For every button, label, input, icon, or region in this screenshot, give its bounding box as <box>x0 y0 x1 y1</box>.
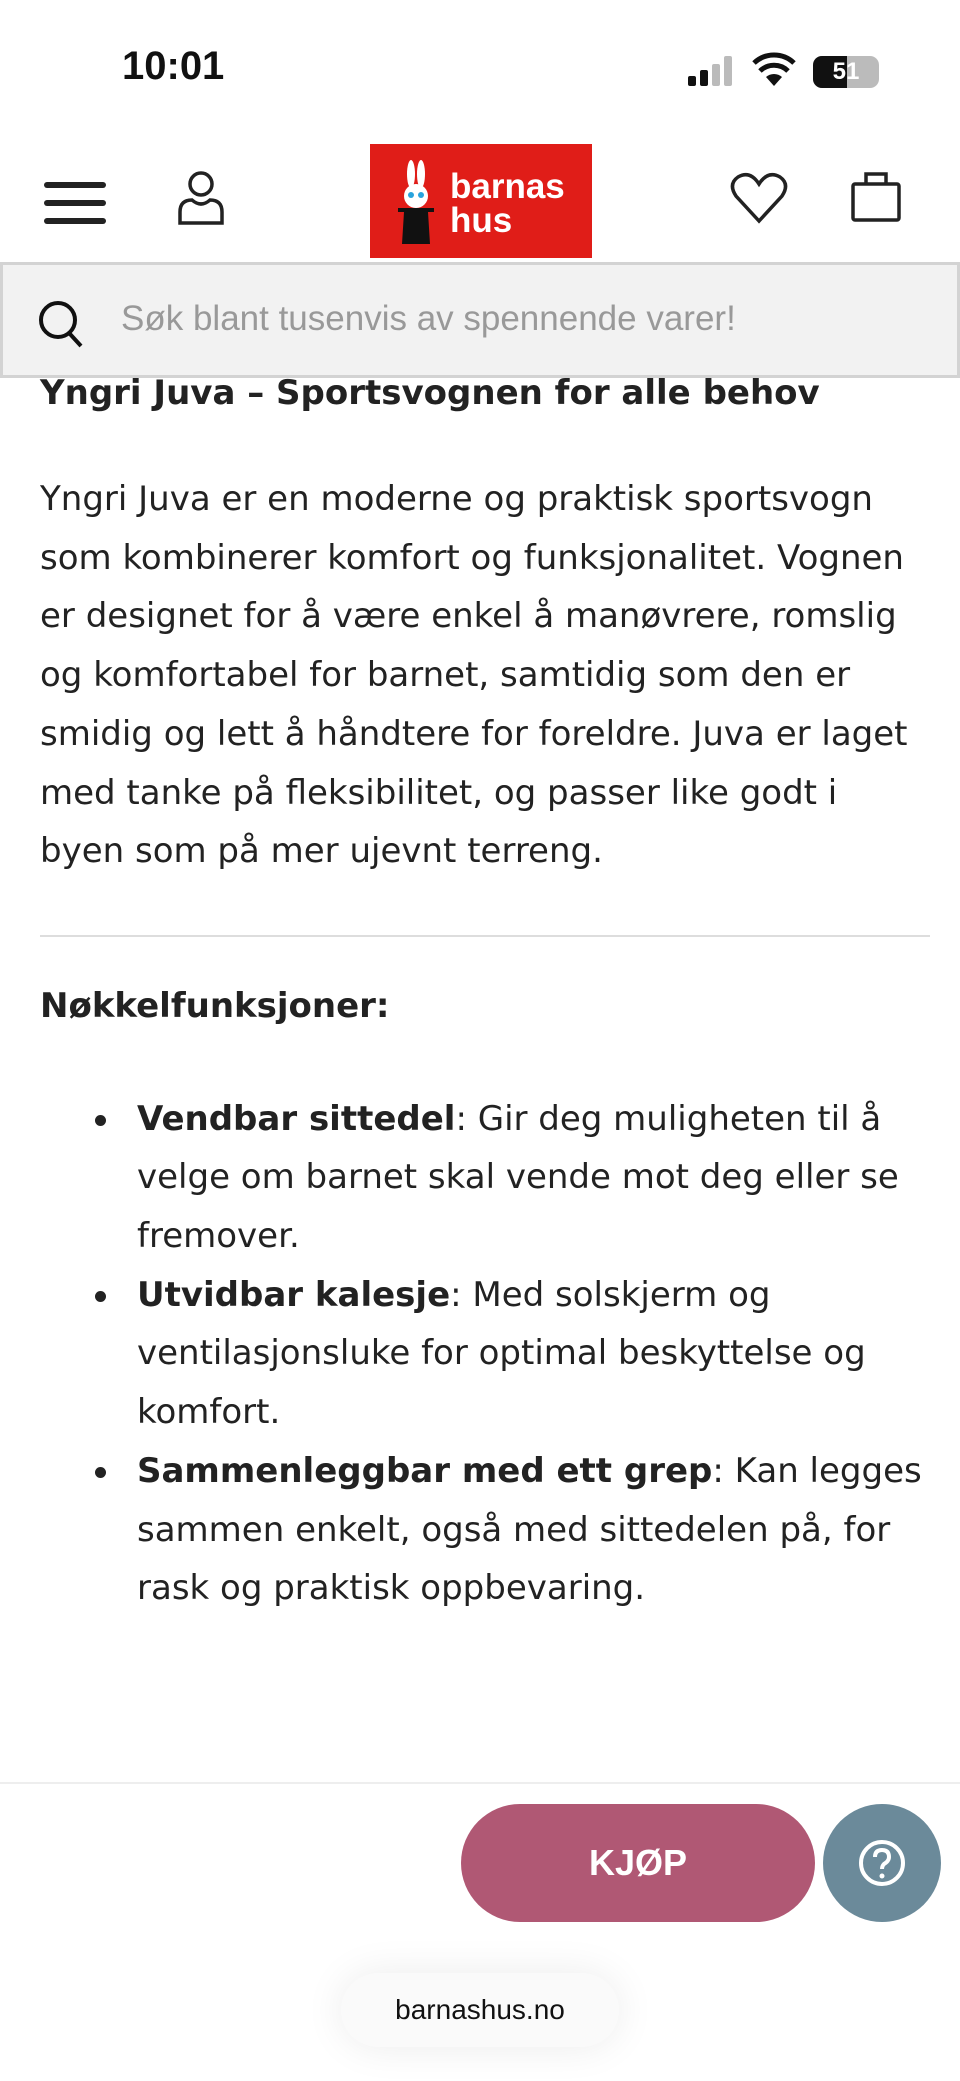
features-list <box>40 1090 930 1618</box>
battery-icon <box>813 56 879 88</box>
features-title: Nøkkelfunksjoner: <box>40 985 390 1026</box>
status-time: 10:01 <box>122 44 225 88</box>
rabbit-hat-icon <box>396 160 436 244</box>
menu-icon[interactable] <box>44 180 106 226</box>
search-input[interactable]: Søk blant tusenvis av spennende varer! <box>121 299 736 338</box>
feature-text: : Kan legges sammen enkelt, også med sittedelen på, for rask og praktisk oppbevaring. <box>137 1450 922 1609</box>
battery-level: 51 <box>832 58 860 85</box>
product-description <box>40 370 930 1618</box>
buy-button[interactable]: KJØP <box>461 1804 815 1922</box>
logo-text-1: barnas <box>450 167 565 206</box>
feature-name: Vendbar sittedel <box>137 1098 456 1139</box>
list-item <box>40 1090 930 1266</box>
bottom-bar <box>0 1782 960 2081</box>
logo-text-2: hus <box>450 201 513 240</box>
signal-icon <box>688 56 732 86</box>
status-bar <box>0 0 960 130</box>
feature-text: : Gir deg muligheten til å velge om barnet skal vende mot deg eller se fremover. <box>137 1098 899 1257</box>
search-bar[interactable] <box>0 262 960 378</box>
list-item <box>40 1442 930 1618</box>
question-icon <box>857 1838 907 1888</box>
list-item <box>40 1266 930 1442</box>
feature-name: Sammenleggbar med ett grep <box>137 1450 713 1491</box>
browser-url[interactable]: barnashus.no <box>341 1973 619 2047</box>
barnashus-logo[interactable] <box>370 144 592 258</box>
site-header <box>0 140 960 262</box>
help-button[interactable] <box>823 1804 941 1922</box>
divider <box>40 935 930 937</box>
account-icon[interactable] <box>176 170 226 226</box>
heart-icon[interactable] <box>730 172 788 224</box>
cart-bag-icon[interactable] <box>850 170 902 222</box>
wifi-icon <box>752 52 796 88</box>
description-title: Yngri Juva – Sportsvognen for alle behov <box>40 373 820 413</box>
feature-text: : Med solskjerm og ventilasjonsluke for optimal beskyttelse og komfort. <box>137 1274 866 1433</box>
description-intro: Yngri Juva er en moderne og praktisk sportsvogn som kombinerer komfort og funksjonalitet. Vognen er designet for å være enkel å manøvrere, romslig og komfortabel for barnet, samtidig som den er smidig og lett å håndtere for foreldre. Juva er laget med tanke på fleksibilitet, og passer like godt i byen som på mer ujevnt terreng. <box>40 479 908 872</box>
feature-name: Utvidbar kalesje <box>137 1274 451 1315</box>
search-icon <box>37 299 87 349</box>
